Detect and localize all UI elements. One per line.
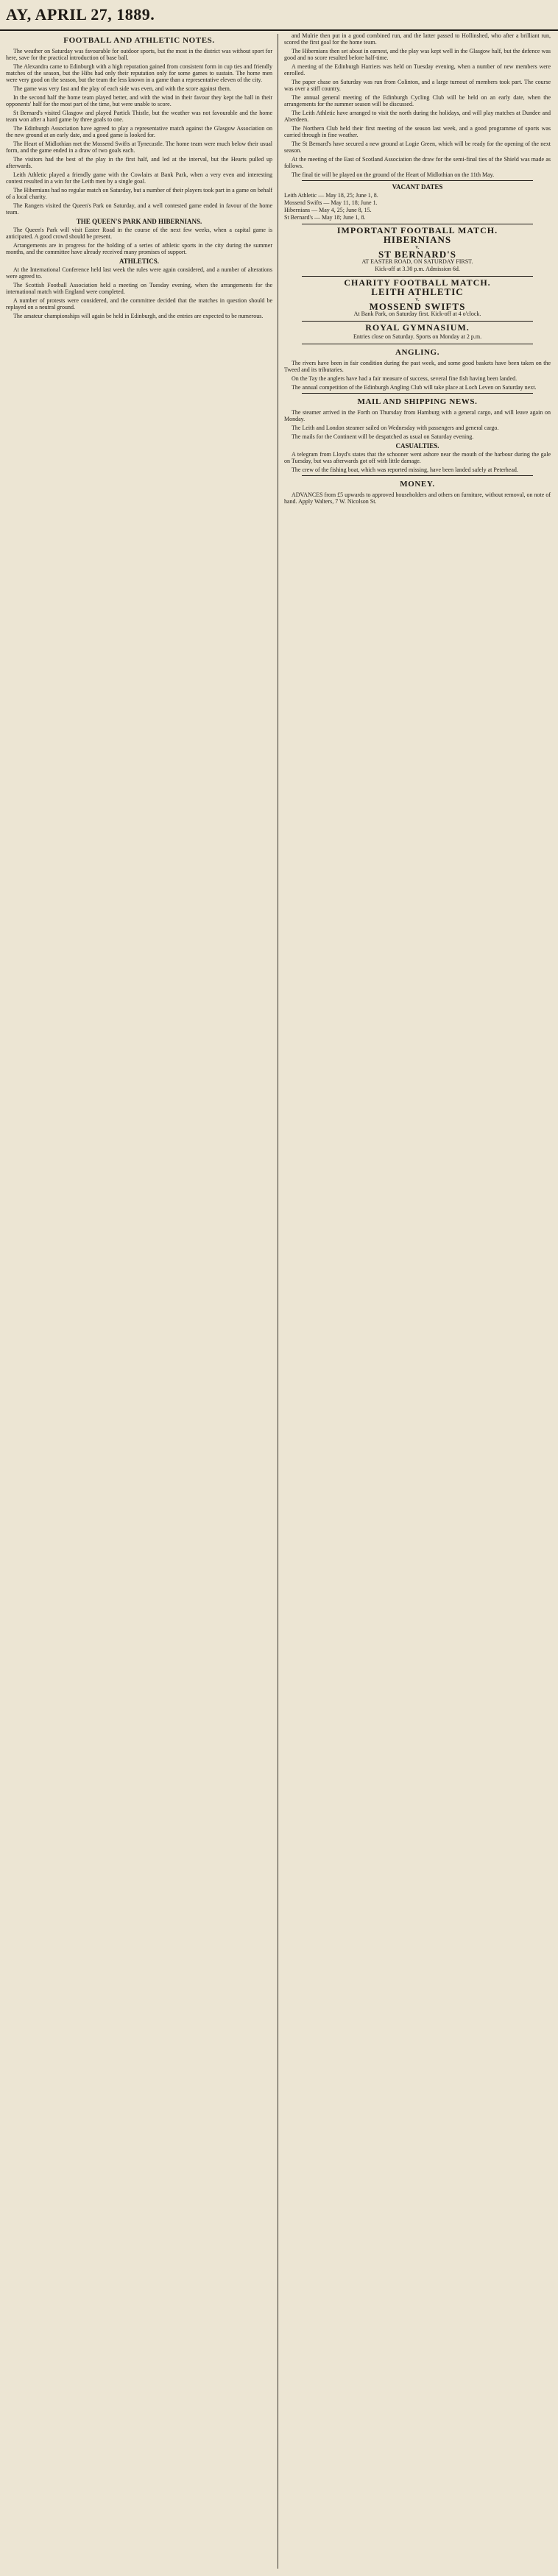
- gymnasium-advert: [284, 324, 551, 341]
- section-rule: [302, 321, 533, 322]
- article-paragraph: The Edinburgh Association have agreed to play a representative match against the Glasgow Association on the new ground at an early date, and a good game is looked for.: [6, 125, 272, 138]
- article-paragraph: St Bernard's visited Glasgow and played Partick Thistle, but the weather was not favourable and the home team won after a hard game by three goals to one.: [6, 110, 272, 123]
- article-paragraph: The Heart of Midlothian met the Mossend Swifts at Tynecastle. The home team were much below their usual form, and the game ended in a draw of two goals each.: [6, 141, 272, 154]
- section-rule: [302, 475, 533, 476]
- right-column: [284, 32, 551, 2571]
- article-paragraph: The Northern Club held their first meeting of the season last week, and a good programme of sports was carried through in fine weather.: [284, 125, 551, 138]
- left-paragraphs-3: [6, 266, 272, 319]
- article-paragraph: The Queen's Park will visit Easter Road in the course of the next few weeks, when a capital game is anticipated. A good crowd should be present.: [6, 227, 272, 240]
- section-rule: [302, 276, 533, 277]
- article-paragraph: In the second half the home team played better, and with the wind in their favour they kept the ball in their opponents' half for the most part of the time, but were unable to score.: [6, 94, 272, 107]
- masthead-title: AY, APRIL 27, 1889.: [6, 5, 155, 24]
- article-paragraph: The Alexandra came to Edinburgh with a high reputation gained from consistent form in cup ties and friendly matches of the season, but the Hibs had only their reputation only for some games to sustain. The home men were very good on the season, but the team the less known in a game than a representative eleven of the city.: [6, 63, 272, 83]
- vacant-dates-heading: VACANT DATES: [392, 183, 443, 191]
- casualties-heading: CASUALTIES.: [395, 442, 439, 450]
- money-heading: MONEY.: [400, 480, 435, 489]
- masthead-rule: [0, 29, 558, 31]
- left-subheading-2: ATHLETICS.: [119, 258, 160, 265]
- left-paragraphs-2: [6, 227, 272, 255]
- article-paragraph: The Scottish Football Association held a meeting on Tuesday evening, when the arrangements for the international match with England were completed.: [6, 282, 272, 295]
- article-paragraph: The annual competition of the Edinburgh Angling Club will take place at Loch Leven on Saturday next.: [292, 384, 537, 391]
- article-paragraph: A telegram from Lloyd's states that the schooner went ashore near the mouth of the harbour during the gale on Tuesday, but was afterwards got off with little damage.: [284, 451, 551, 464]
- article-paragraph: The Rangers visited the Queen's Park on Saturday, and a well contested game ended in favour of the home team.: [6, 202, 272, 216]
- left-column: [6, 32, 272, 2571]
- article-paragraph: A number of protests were considered, and the committee decided that the matches in question should be replayed on a neutral ground.: [6, 297, 272, 311]
- article-paragraph: The steamer arrived in the Forth on Thursday from Hamburg with a general cargo, and will leave again on Monday.: [284, 409, 551, 422]
- angling-heading: ANGLING.: [395, 348, 440, 357]
- article-paragraph: At the International Conference held last week the rules were again considered, and a number of alterations were agreed to.: [6, 266, 272, 280]
- article-paragraph: The Leith and London steamer sailed on Wednesday with passengers and general cargo.: [292, 425, 499, 431]
- section-rule: [302, 393, 533, 394]
- article-paragraph: The mails for the Continent will be despatched as usual on Saturday evening.: [292, 433, 474, 440]
- article-paragraph: The weather on Saturday was favourable for outdoor sports, but the most in the district was without sport for here, save for the practical introduction of base ball.: [6, 48, 272, 61]
- advert-line: MOSSEND SWIFTS: [369, 301, 466, 312]
- right-paragraphs: [284, 32, 551, 178]
- football-athletic-heading: FOOTBALL AND ATHLETIC NOTES.: [63, 36, 215, 45]
- article-paragraph: The St Bernard's have secured a new ground at Logie Green, which will be ready for the opening of the next season.: [284, 141, 551, 154]
- advert-line: v.: [415, 244, 420, 250]
- article-paragraph: Leith Athletic played a friendly game with the Cowlairs at Bank Park, when a very even and interesting contest resulted in a win for the Leith men by a single goal.: [6, 171, 272, 185]
- left-subheading-1: THE QUEEN'S PARK AND HIBERNIANS.: [76, 218, 202, 225]
- article-paragraph: On the Tay the anglers have had a fair measure of success, several fine fish having been landed.: [292, 375, 518, 382]
- article-paragraph: The game was very fast and the play of each side was even, and with the score against them.: [13, 85, 231, 92]
- advert-line: LEITH ATHLETIC: [371, 286, 464, 297]
- article-paragraph: The rivers have been in fair condition during the past week, and some good baskets have been taken on the Tweed and its tributaries.: [284, 360, 551, 373]
- vacant-date-line: Mossend Swifts — May 11, 18; June 1.: [284, 199, 378, 206]
- left-paragraphs-1: [6, 48, 272, 216]
- article-paragraph: The Hibernians then set about in earnest, and the play was kept well in the Glasgow half, but the defence was good and no score resulted before half-time.: [284, 48, 551, 61]
- article-paragraph: The annual general meeting of the Edinburgh Cycling Club will be held on an early date, when the arrangements for the summer season will be discussed.: [284, 94, 551, 107]
- advert-line: AT EASTER ROAD, ON SATURDAY FIRST.: [361, 258, 473, 265]
- vacant-date-line: Hibernians — May 4, 25; June 8, 15.: [284, 207, 372, 213]
- advert-line: ST BERNARD'S: [378, 249, 457, 260]
- article-paragraph: The visitors had the best of the play in the first half, and led at the interval, but the Hearts pulled up afterwards.: [6, 156, 272, 169]
- article-paragraph: At the meeting of the East of Scotland Association the draw for the semi-final ties of the Shield was made as follows.: [284, 156, 551, 169]
- advert-line: v.: [415, 296, 420, 302]
- article-paragraph: ADVANCES from £5 upwards to approved householders and others on furniture, without removal, on note of hand. Apply Walters, 7 W. Nicolson St.: [284, 492, 551, 505]
- article-paragraph: The amateur championships will again be held in Edinburgh, and the entries are expected to be numerous.: [13, 313, 264, 319]
- football-match-advert: [284, 227, 551, 273]
- advert-line: Entries close on Saturday. Sports on Monday at 2 p.m.: [353, 333, 482, 340]
- advert-title: IMPORTANT FOOTBALL MATCH.: [336, 225, 498, 235]
- article-paragraph: The paper chase on Saturday was run from Colinton, and a large turnout of members took part. The course was over a stiff country.: [284, 79, 551, 92]
- advert-line: Kick-off at 3.30 p.m. Admission 6d.: [375, 266, 460, 272]
- article-paragraph: The final tie will be played on the ground of the Heart of Midlothian on the 11th May.: [292, 171, 495, 178]
- section-rule: [302, 180, 533, 181]
- article-paragraph: Arrangements are in progress for the holding of a series of athletic sports in the city during the summer months, and the committee have already received many promises of support.: [6, 242, 272, 255]
- advert-line: HIBERNIANS: [383, 234, 452, 245]
- advert-line: At Bank Park, on Saturday first. Kick-off at 4 o'clock.: [353, 311, 481, 317]
- article-paragraph: and Mulrie then put in a good combined run, and the latter passed to Hollinshed, who after a brilliant run, scored the first goal for the home team.: [284, 32, 551, 46]
- charity-match-advert: [284, 277, 551, 318]
- article-paragraph: The Hibernians had no regular match on Saturday, but a number of their players took part in a game on behalf of a local charity.: [6, 187, 272, 200]
- vacant-date-line: Leith Athletic — May 18, 25; June 1, 8.: [284, 192, 378, 199]
- article-paragraph: The crew of the fishing boat, which was reported missing, have been landed safely at Peterhead.: [292, 466, 518, 473]
- article-paragraph: A meeting of the Edinburgh Harriers was held on Tuesday evening, when a number of new members were enrolled.: [284, 63, 551, 77]
- page-masthead: [0, 0, 558, 29]
- vacant-dates-list: [284, 192, 551, 221]
- vacant-date-line: St Bernard's — May 18; June 1, 8.: [284, 214, 366, 221]
- article-paragraph: The Leith Athletic have arranged to visit the north during the holidays, and will play matches at Dundee and Aberdeen.: [284, 110, 551, 123]
- mail-shipping-heading: MAIL AND SHIPPING NEWS.: [357, 397, 478, 406]
- advert-title: ROYAL GYMNASIUM.: [365, 322, 470, 333]
- advert-title: CHARITY FOOTBALL MATCH.: [344, 277, 491, 288]
